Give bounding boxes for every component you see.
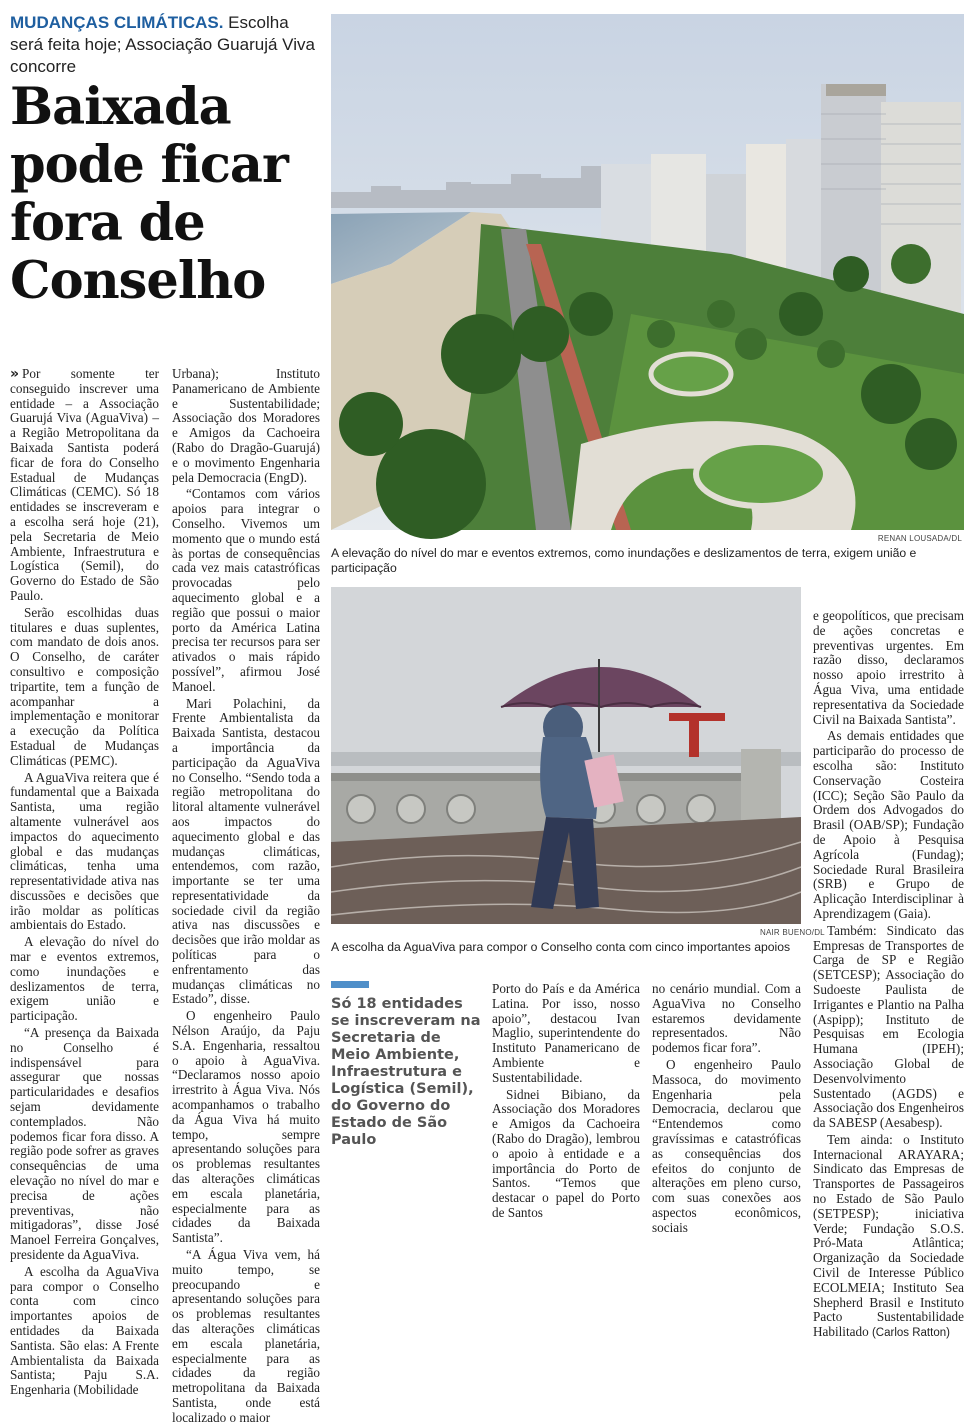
paragraph: Porto do País e da América Latina. Por isso, nosso apoio”, destacou Ivan Maglio, superintendente do Instituto Panamericano de Ambiente e Sustentabilidade. bbox=[492, 981, 640, 1085]
paragraph: A escolha da AguaViva para compor o Conselho conta com cinco importantes apoios de entidades da Baixada Santista. São elas: A Frente Ambientalista da Baixada Santista; Paju S.A. Engenharia (Mobilidade bbox=[10, 1263, 159, 1398]
article-column-4 bbox=[652, 981, 801, 1235]
photo-caption: A elevação do nível do mar e eventos extremos, como inundações e deslizamentos de terra, exigem união e participação bbox=[331, 546, 917, 575]
umbrella-illustration bbox=[331, 587, 801, 924]
paragraph: Tem ainda: o Instituto Internacional ARAYARA; Sindicato das Empresas de Transportes de Passageiros no Estado de São Paulo (SETPESP); iniciativa Verde; Fundação S.O.S. Pró-Mata Atlântica; Organização da Sociedade Civil de Interesse Público ECOLMEIA; Instituto Sea Shepherd Brasil e Instituto Pacto Sustentabilidade Habilitado (Carlos Ratton) bbox=[813, 1131, 964, 1340]
paragraph: Serão escolhidas duas titulares e duas suplentes, com mandato de dois anos. O Conselho, de caráter consultivo e composição tripartite, tem a função de acompanhar a implementação e monitorar a execução da Política Estadual de Mudanças Climáticas (PEMC). bbox=[10, 604, 159, 768]
paragraph: no cenário mundial. Com a AguaViva no Conselho estaremos devidamente representados. Não podemos ficar fora”. bbox=[652, 981, 801, 1056]
coastline-illustration bbox=[331, 14, 964, 530]
paragraph: A AguaViva reitera que é fundamental que a Baixada Santista, uma região altamente vulnerável aos impactos do aquecimento global e das mudanças climáticas, tenha uma representatividade ativa nas discussões e decisões que irão moldar as políticas ambientais do Estado. bbox=[10, 769, 159, 933]
pull-quote-bar bbox=[331, 981, 369, 988]
paragraph: O engenheiro Paulo Massoca, do movimento Engenharia pela Democracia, declarou que “Entendemos como gravíssimas e catastróficas as consequências dos efeitos do conjunto de alterações em pleno curso, com suas conexões aos aspectos econômicos, sociais bbox=[652, 1056, 801, 1235]
article-column-5 bbox=[813, 608, 964, 1340]
photo-coastline bbox=[331, 14, 964, 530]
paragraph: A elevação do nível do mar e eventos extremos, como inundações e deslizamentos de terra, exigem união e participação. bbox=[10, 934, 159, 1024]
article-column-3 bbox=[492, 981, 640, 1220]
paragraph: “Contamos com vários apoios para integrar o Conselho. Vivemos um momento que o mundo está às portas de consequências cada vez mais catastróficas provocadas pelo aquecimento global e a região que possui o maior porto da América Latina precisa ter recursos para ser ativados o mais rápido possível”, afirmou José Manoel. bbox=[172, 486, 320, 694]
paragraph: “A Água Viva vem, há muito tempo, se preocupando e apresentando soluções para os problemas resultantes das alterações climáticas em escala planetária, especialmente para as cidades da região metropolitana da Baixada Santista, onde está localizado o maior bbox=[172, 1247, 320, 1425]
paragraph: Mari Polachini, da Frente Ambientalista da Baixada Santista, destacou a importância da participação da AguaViva no Conselho. “Sendo toda a região metropolitana do litoral altamente vulnerável aos impactos do aquecimento global e das mudanças climáticas, entendemos, com razão, importante se ter uma representatividade da sociedade civil da região ativa nas discussões e decisões que irão moldar as políticas para o enfrentamento das mudanças climáticas no Estado”, disse. bbox=[172, 695, 320, 1007]
section-tag: MUDANÇAS CLIMÁTICAS. bbox=[10, 13, 224, 32]
paragraph: O engenheiro Paulo Nélson Araújo, da Paju S.A. Engenharia, ressaltou o apoio à AguaViva. “Declaramos nosso apoio irrestrito à Água Viva. Nós acompanhamos o trabalho da Água Viva há muito tempo, sempre apresentando soluções para os problemas resultantes das alterações climáticas em escala planetária, especialmente para as cidades da Baixada Santista”. bbox=[172, 1008, 320, 1246]
article-column-1 bbox=[10, 366, 159, 1398]
paragraph: Também: Sindicato das Empresas de Transportes de Carga de SP e Região (SETCESP); Associação do Sudoeste Paulista de Irrigantes e Plantio na Palha (Aspipp); Instituto de Pesquisas em Ecologia Humana (IPEH); Associação Global de Desenvolvimento Sustentado (AGDS) e Associação dos Engenheiros da SABESP (Aesabesp). bbox=[813, 922, 964, 1131]
article-column-2 bbox=[172, 366, 320, 1425]
chevron-icon: » bbox=[10, 366, 20, 382]
pull-quote: Só 18 entidades se inscreveram na Secretaria de Meio Ambiente, Infraestrutura e Logística (Semil), do Governo do Estado de São Paulo bbox=[331, 996, 481, 1148]
paragraph: “A presença da Baixada no Conselho é indispensável para assegurar que nossas particularidades e desafios sejam devidamente contemplados. Não podemos ficar fora disso. A região pode sofrer as graves consequências de uma elevação no nível do mar e precisa de ações preventivas, não mitigadoras”, disse José Manoel Ferreira Gonçalves, presidente da AguaViva. bbox=[10, 1025, 159, 1263]
paragraph: » Por somente ter conseguido inscrever uma entidade – a Associação Guarujá Viva (AguaViva) – a Região Metropolitana da Baixada Santista poderá ficar de fora do Conselho Estadual de Mudanças Climáticas (CEMC). Só 18 entidades se inscreveram e a escolha será hoje (21), pela Secretaria de Meio Ambiente, Infraestrutura e Logística (Semil), do Governo do Estado de São Paulo. bbox=[10, 366, 159, 603]
kicker-text: Escolha será feita hoje; Associação Guarujá Viva concorre bbox=[10, 13, 315, 76]
photo-credit: NAIR BUENO/DL bbox=[760, 928, 825, 937]
photo-umbrella bbox=[331, 587, 801, 924]
article-kicker bbox=[10, 12, 322, 78]
paragraph: Sidnei Bibiano, da Associação dos Moradores e Amigos da Cachoeira (Rabo do Dragão), lembrou o apoio à entidade e a importância do Porto de Santos. “Temos que destacar o papel do Porto de Santos bbox=[492, 1086, 640, 1220]
photo-caption: A escolha da AguaViva para compor o Conselho conta com cinco importantes apoios bbox=[331, 940, 791, 954]
photo-credit: RENAN LOUSADA/DL bbox=[877, 534, 962, 543]
paragraph: e geopolíticos, que precisam de ações concretas e preventivas urgentes. Em razão disso, declaramos nosso apoio irrestrito à Água Viva, uma entidade representativa da Sociedade Civil na Baixada Santista”. bbox=[813, 608, 964, 727]
author-signature: (Carlos Ratton) bbox=[871, 1327, 950, 1340]
headline: Baixada pode ficar fora de Conselho bbox=[10, 77, 288, 311]
paragraph: As demais entidades que participarão do processo de escolha são: Instituto Conservação Costeira (ICC); Seção São Paulo da Ordem dos Advogados do Brasil (OAB/SP); Fundação de Apoio à Pesquisa Agrícola (Fundag); Sociedade Rural Brasileira (SRB) e Grupo de Aplicação Interdisciplinar à Aprendizagem (Gaia). bbox=[813, 728, 964, 921]
paragraph: Urbana); Instituto Panamericano de Ambiente e Sustentabilidade; Associação dos Moradores e Amigos da Cachoeira (Rabo do Dragão-Guarujá) e o movimento Engenharia pela Democracia (EngD). bbox=[172, 366, 320, 485]
